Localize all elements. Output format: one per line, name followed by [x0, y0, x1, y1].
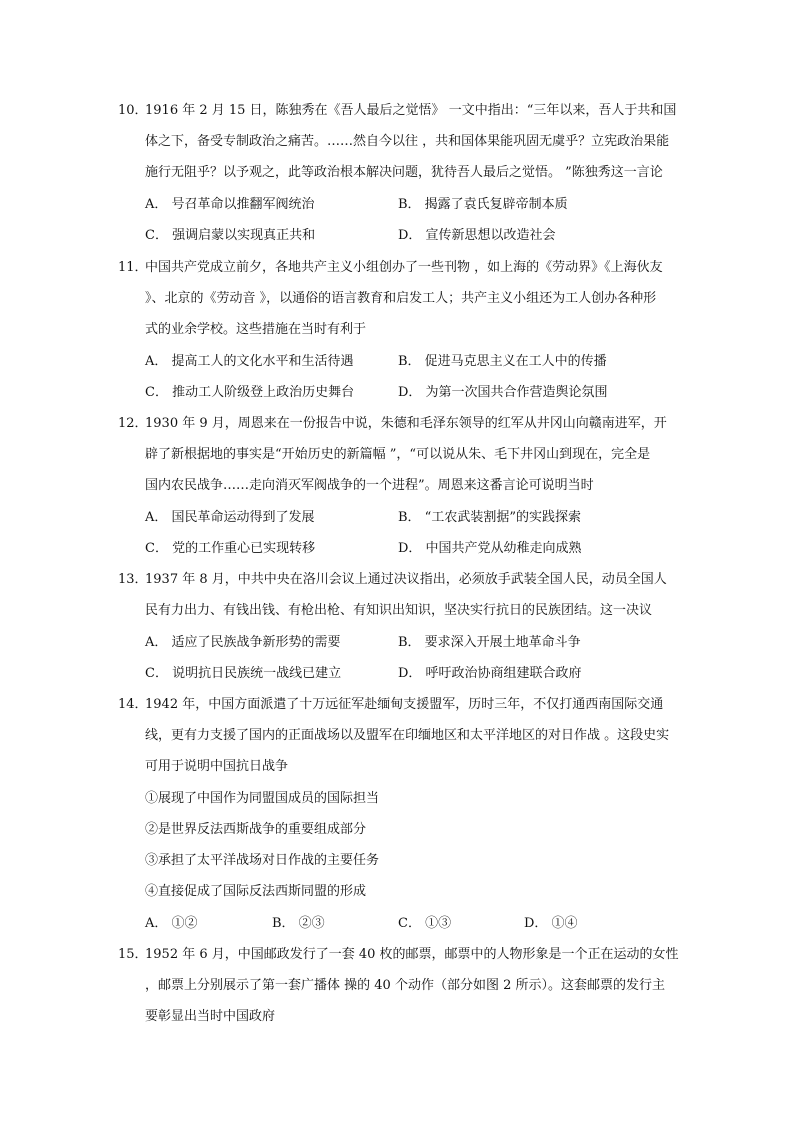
- question-text-line: ，邮票上分别展示了第一套广播体 操的 40 个动作（部分如图 2 所示）。这套邮票的发行主: [145, 978, 665, 993]
- option-a: A． 提高工人的文化水平和生活待遇: [145, 354, 354, 369]
- option-a: A． 适应了民族战争新形势的需要: [145, 635, 341, 650]
- question-text-line: 体之下，备受专制政治之痛苦。……然自今以往 ，共和国体果能巩固无虞乎？立宪政治果能: [145, 134, 670, 149]
- question-text-line: 1930 年 9 月，周恩来在一份报告中说，朱德和毛泽东领导的红军从井冈山向赣南进军，开: [145, 416, 667, 431]
- question-text-line: 线，更有力支援了国内的正面战场以及盟军在印缅地区和太平洋地区的对日作战 。这段史实: [145, 728, 670, 743]
- question-number: 12．: [118, 416, 148, 431]
- statement-4: ④直接促成了国际反法西斯同盟的形成: [145, 884, 367, 899]
- option-b: B． “工农武装割据”的实践探索: [398, 510, 581, 525]
- option-d: D． 宣传新思想以改造社会: [398, 228, 556, 243]
- question-text-line: 1952 年 6 月，中国邮政发行了一套 40 枚的邮票，邮票中的人物形象是一个正在运动的女性: [145, 947, 679, 962]
- question-number: 13．: [118, 572, 148, 587]
- statement-3: ③承担了太平洋战场对日作战的主要任务: [145, 853, 380, 868]
- question-text-line: 1937 年 8 月，中共中央在洛川会议上通过决议指出，必须放手武装全国人民，动员全国人: [145, 572, 667, 587]
- option-c: C． ①③: [398, 916, 452, 931]
- option-d: D． ①④: [524, 916, 578, 931]
- question-text-line: 可用于说明中国抗日战争: [145, 759, 289, 774]
- question-text-line: 要彰显出当时中国政府: [145, 1009, 276, 1024]
- option-a: A． ①②: [145, 916, 198, 931]
- question-number: 14．: [118, 697, 148, 712]
- option-d: D． 呼吁政治协商组建联合政府: [398, 666, 582, 681]
- question-text-line: 民有力出力、有钱出钱、有枪出枪、有知识出知识，坚决实行抗日的民族团结。这一决议: [145, 603, 653, 618]
- statement-2: ②是世界反法西斯战争的重要组成部分: [145, 822, 367, 837]
- question-text-line: 1916 年 2 月 15 日，陈独秀在《吾人最后之觉悟》 一文中指出：“三年以来，吾人于共和国: [145, 103, 677, 118]
- option-d: D． 中国共产党从幼稚走向成熟: [398, 541, 582, 556]
- option-b: B． 揭露了袁氏复辟帝制本质: [398, 197, 568, 212]
- option-c: C． 推动工人阶级登上政治历史舞台: [145, 385, 355, 400]
- option-d: D． 为第一次国共合作营造舆论氛围: [398, 385, 608, 400]
- question-text-line: 1942 年，中国方面派遣了十万远征军赴缅甸支援盟军，历时三年，不仅打通西南国际交通: [145, 697, 664, 712]
- question-number: 10．: [118, 103, 148, 118]
- option-a: A． 国民革命运动得到了发展: [145, 510, 315, 525]
- question-text-line: 辟了新根据地的事实是“开始历史的新篇幅 ”，“可以说从朱、毛下井冈山到现在，完全是: [145, 447, 651, 462]
- question-number: 11．: [118, 260, 148, 275]
- question-text-line: 国内农民战争……走向消灭军阀战争的一个进程”。周恩来这番言论可说明当时: [145, 478, 594, 493]
- option-c: C． 强调启蒙以实现真正共和: [145, 228, 316, 243]
- question-text-line: 施行无阻乎？以予观之，此等政治根本解决问题，犹待吾人最后之觉悟。 ”陈独秀这一言论: [145, 165, 663, 180]
- statement-1: ①展现了中国作为同盟国成员的国际担当: [145, 791, 380, 806]
- option-b: B． ②③: [272, 916, 325, 931]
- question-text-line: 中国共产党成立前夕，各地共产主义小组创办了一些刊物 ，如上海的《劳动界》《上海伙友: [145, 260, 663, 275]
- option-c: C． 说明抗日民族统一战线已建立: [145, 666, 342, 681]
- option-a: A． 号召革命以推翻军阀统治: [145, 197, 315, 212]
- option-b: B． 要求深入开展土地革命斗争: [398, 635, 581, 650]
- option-b: B． 促进马克思主义在工人中的传播: [398, 354, 607, 369]
- question-text-line: 式的业余学校。这些措施在当时有利于: [145, 322, 367, 337]
- option-c: C． 党的工作重心已实现转移: [145, 541, 316, 556]
- question-number: 15．: [118, 947, 148, 962]
- question-text-line: 》、北京的《劳动音 》，以通俗的语言教育和启发工人；共产主义小组还为工人创办各种形: [145, 291, 657, 306]
